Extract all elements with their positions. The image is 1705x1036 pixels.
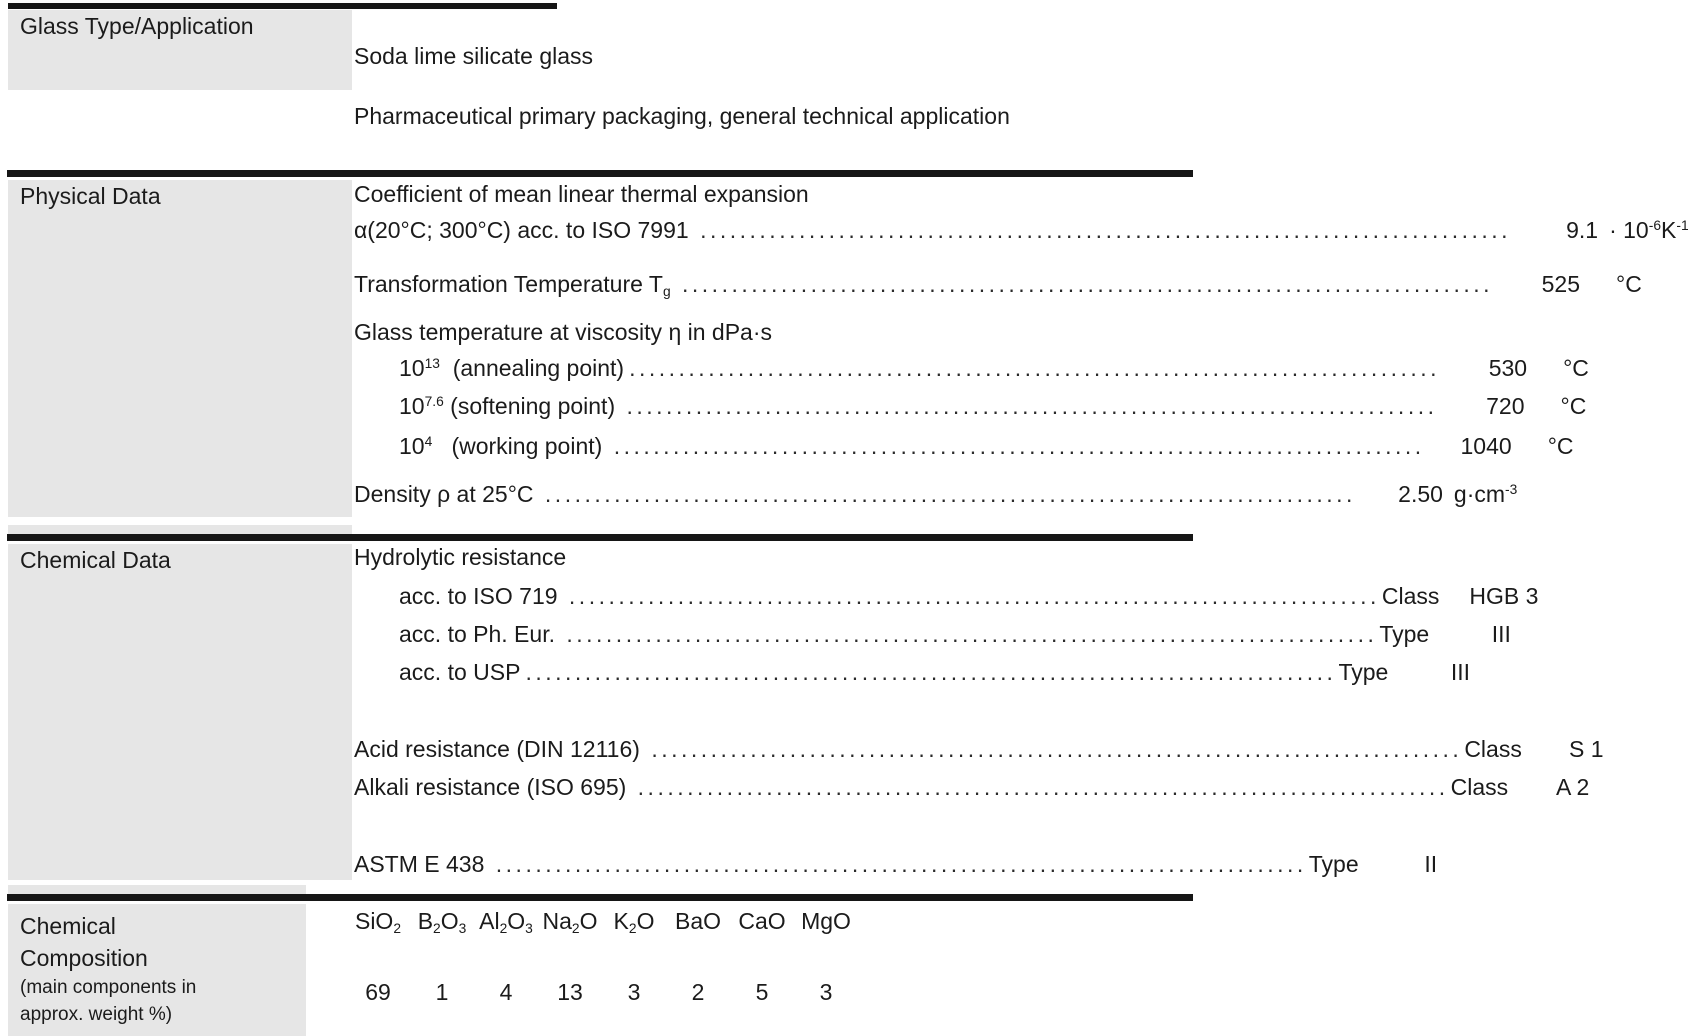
row-label: acc. to USP	[399, 659, 521, 685]
row-transformation-temperature	[354, 270, 1642, 299]
section-glass-type	[0, 9, 1200, 161]
row-alpha-iso7991	[354, 216, 1689, 244]
row-label: $10^{13}$ (annealing point)	[399, 355, 625, 381]
row-value: S 1	[1569, 736, 1604, 762]
row-label: $10^{7.6}$ (softening point)	[399, 393, 622, 419]
row-annealing-point	[354, 354, 1589, 382]
dot-leader	[561, 620, 1379, 648]
row-value: III	[1450, 659, 1471, 685]
composition-header-cell: $Al_2O_3$	[479, 908, 533, 936]
row-value: II	[1424, 851, 1438, 877]
composition-header-cell: BaO	[674, 908, 722, 934]
row-label: Alkali resistance (ISO 695)	[354, 774, 633, 800]
row-working-point	[354, 432, 1574, 460]
dot-leader	[609, 432, 1427, 460]
composition-note-line-1: (main components in	[20, 977, 197, 998]
glass-type-content	[352, 9, 1200, 161]
dot-leader	[540, 480, 1358, 508]
composition-label-line-2: Composition	[20, 945, 148, 971]
composition-header-cell: $B_2O_3$	[417, 908, 467, 936]
composition-note-line-2: approx. weight %)	[20, 1004, 173, 1025]
row-softening-point	[354, 392, 1587, 420]
row-hydrolytic-heading	[354, 543, 1200, 571]
row-label: acc. to Ph. Eur.	[399, 621, 562, 647]
chemical-data-label: Chemical Data	[20, 547, 171, 573]
row-qualifier: Class	[1464, 736, 1522, 762]
section-physical-data	[0, 177, 1689, 517]
datasheet-page	[0, 3, 1689, 1025]
composition-header-cell: $K_2O$	[613, 908, 655, 936]
composition-value-cell: 5	[755, 979, 769, 1005]
composition-label-line-1: Chemical	[20, 913, 116, 939]
row-value: 1040	[1460, 433, 1512, 459]
row-label: $10^4$ (working point)	[399, 433, 609, 459]
chemical-data-label-cell	[8, 544, 352, 880]
row-value: III	[1491, 621, 1511, 647]
composition-header-cell: $Na_2O$	[542, 908, 598, 936]
row-coefficient-heading	[354, 180, 1200, 208]
dot-leader	[646, 735, 1464, 763]
row-value: 9.1	[1566, 217, 1599, 243]
row-usp	[354, 658, 1471, 686]
row-alkali-resistance	[354, 773, 1590, 801]
row-value: 720	[1486, 393, 1525, 419]
chemical-data-content	[352, 541, 1604, 878]
composition-value-cell: 3	[819, 979, 833, 1005]
section-chemical-composition	[0, 901, 1200, 1036]
composition-content	[306, 901, 1200, 1006]
row-value: 525	[1541, 271, 1581, 297]
row-label: Transformation Temperature $T_g$	[354, 271, 671, 299]
dot-leader	[622, 392, 1440, 420]
dot-leader	[491, 850, 1309, 878]
row-label: Acid resistance (DIN 12116)	[354, 736, 647, 762]
glass-type-line-1: Soda lime silicate glass	[354, 43, 594, 69]
row-label: ASTM E 438	[354, 851, 491, 877]
composition-value-cell: 4	[499, 979, 513, 1005]
row-label: acc. to ISO 719	[399, 583, 564, 609]
composition-label-cell	[8, 904, 306, 1036]
row-acid-resistance	[354, 735, 1604, 763]
row-label: α(20°C; 300°C) acc. to ISO 7991	[354, 217, 696, 243]
composition-value-cell: 13	[557, 979, 583, 1005]
composition-header-cell: CaO	[738, 908, 786, 934]
row-value: HGB 3	[1469, 583, 1539, 609]
row-astm-e438	[354, 850, 1438, 878]
row-unit: °C	[1547, 433, 1574, 459]
dot-leader	[624, 354, 1442, 382]
composition-value-cell: 2	[691, 979, 705, 1005]
row-unit: · $10^{-6}K^{-1}$	[1609, 217, 1689, 243]
glass-type-line-2: Pharmaceutical primary packaging, general technical application	[354, 103, 1010, 129]
row-qualifier: Type	[1308, 851, 1359, 877]
row-label: Density ρ at 25°C	[354, 481, 540, 507]
row-iso719	[354, 582, 1539, 610]
row-value: A 2	[1556, 774, 1590, 800]
dot-leader	[695, 216, 1513, 244]
section-chemical-data	[0, 541, 1604, 880]
section-divider-2	[7, 534, 1193, 541]
glass-type-label: Glass Type/Application	[20, 13, 254, 39]
section-divider-3	[7, 894, 1193, 901]
row-unit: °C	[1616, 271, 1642, 297]
physical-data-label: Physical Data	[20, 183, 161, 209]
dot-leader	[564, 582, 1382, 610]
dot-leader	[677, 270, 1495, 298]
composition-value-cell: 69	[365, 979, 391, 1005]
row-value: 2.50	[1398, 481, 1443, 507]
row-qualifier: Type	[1379, 621, 1430, 647]
row-unit: °C	[1563, 355, 1589, 381]
divider-shade-2	[8, 525, 352, 534]
row-unit: $g\cdot cm^{-3}$	[1453, 481, 1518, 507]
row-ph-eur	[354, 620, 1511, 648]
glass-type-label-cell	[8, 10, 352, 90]
physical-data-label-cell	[8, 180, 352, 517]
row-density	[354, 480, 1518, 508]
physical-data-content	[352, 177, 1689, 508]
composition-header-cell: SiO$_2$	[354, 908, 402, 936]
row-heading-text: Coefficient of mean linear thermal expansion	[354, 181, 809, 207]
row-heading-text: Hydrolytic resistance	[354, 544, 567, 570]
row-unit: °C	[1560, 393, 1587, 419]
composition-header-row	[308, 907, 1200, 935]
divider-shade-3	[8, 885, 306, 894]
row-value: 530	[1488, 355, 1528, 381]
section-divider-1	[7, 170, 1193, 177]
composition-value-row	[308, 978, 1200, 1006]
row-viscosity-heading	[354, 318, 1200, 346]
row-qualifier: Class	[1450, 774, 1509, 800]
row-qualifier: Type	[1338, 659, 1389, 685]
row-qualifier: Class	[1381, 583, 1440, 609]
dot-leader	[520, 658, 1338, 686]
composition-value-cell: 1	[435, 979, 449, 1005]
dot-leader	[633, 773, 1451, 801]
row-heading-text: Glass temperature at viscosity η in dPa·s	[354, 319, 772, 345]
composition-value-cell: 3	[627, 979, 641, 1005]
composition-header-cell: MgO	[801, 908, 851, 934]
